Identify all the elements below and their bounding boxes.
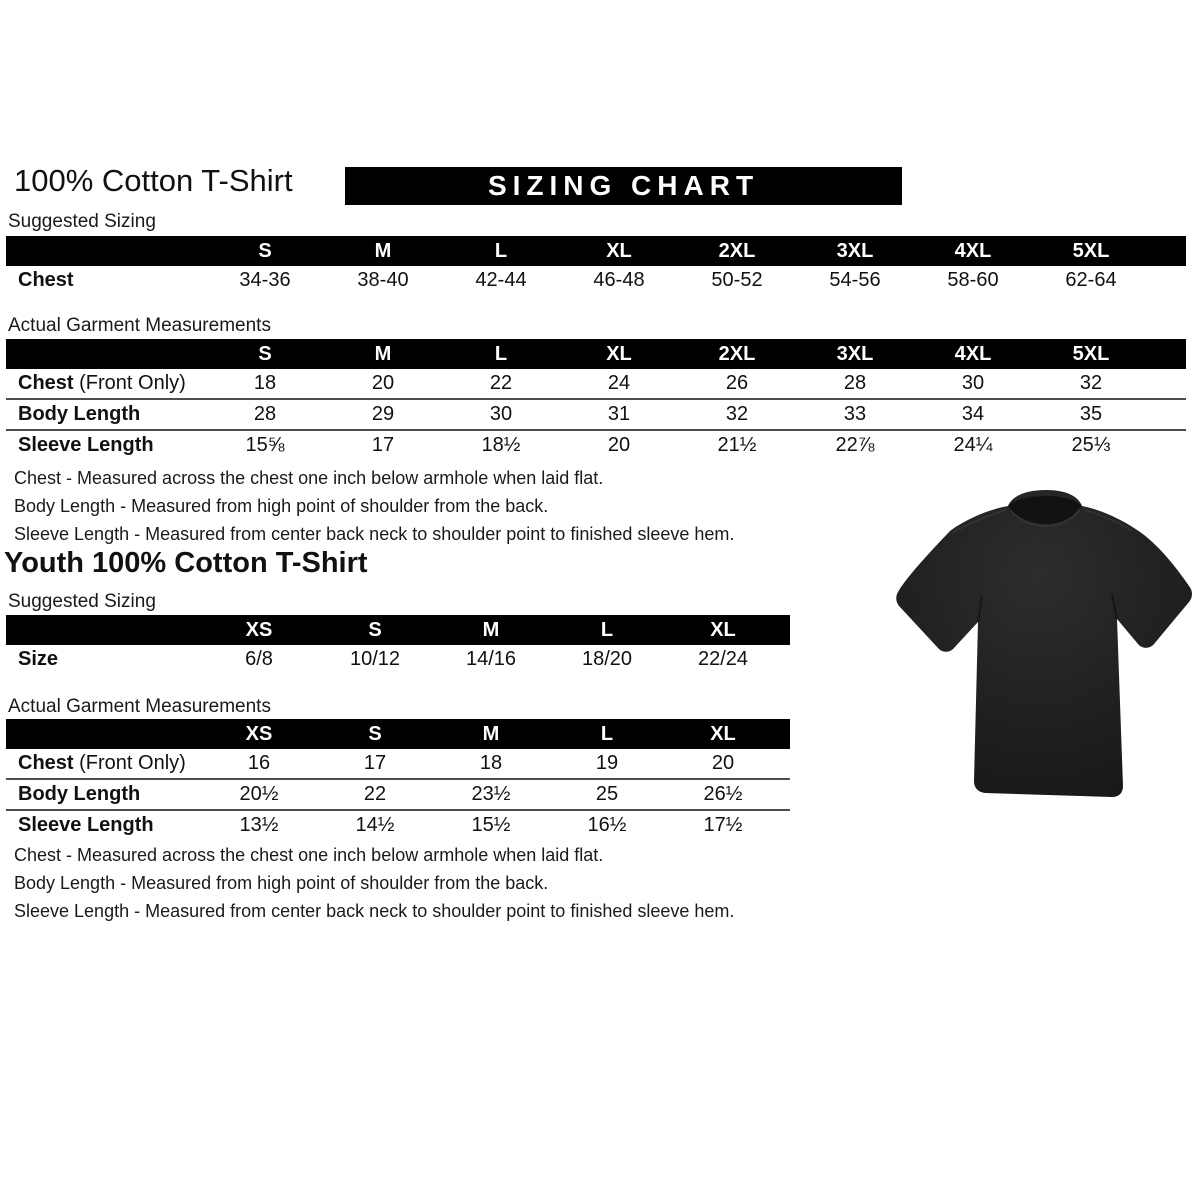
row-end-spacer [1150, 430, 1186, 460]
size-column-header-m: M [324, 236, 442, 266]
measurement-value: 34-36 [239, 269, 291, 291]
header-label-spacer [6, 719, 201, 749]
sizing-chart-banner-text: SIZING CHART [487, 170, 760, 201]
measurement-value: 25⅓ [1032, 430, 1150, 460]
measurement-value: 28 [843, 372, 867, 394]
size-column-header-xs: XS [201, 615, 317, 645]
row-end-spacer [781, 779, 790, 810]
measurement-value: 18/20 [581, 648, 633, 670]
measurement-value: 15⅝ [206, 430, 324, 460]
youth-actual-measurements-table [6, 719, 790, 840]
size-column-header-xs: XS [201, 719, 317, 749]
measurement-value: 50-52 [711, 269, 763, 291]
header-label-spacer [6, 236, 206, 266]
youth-measurement-notes [14, 841, 734, 925]
measurement-value: 17 [324, 430, 442, 460]
measurement-value: 23½ [433, 779, 549, 810]
measurement-value: 26 [725, 372, 749, 394]
row-label: Sleeve Length [6, 810, 201, 840]
measurement-value: 18 [253, 372, 277, 394]
measurement-value: 42-44 [475, 269, 527, 291]
measurement-value: 26½ [665, 779, 781, 810]
measurement-note: Sleeve Length - Measured from center back neck to shoulder point to finished sleeve hem. [14, 901, 735, 921]
adult-actual-measurements-table [6, 339, 1186, 460]
measurement-value: 20 [371, 372, 395, 394]
measurement-row [6, 645, 790, 674]
row-label: Chest (Front Only) [18, 372, 186, 394]
header-end-spacer [1150, 339, 1186, 369]
size-column-header-m: M [433, 615, 549, 645]
measurement-value: 20 [711, 752, 735, 774]
row-end-spacer [781, 749, 790, 779]
tshirt-illustration [886, 476, 1198, 821]
measurement-value: 16 [247, 752, 271, 774]
row-label: Chest [18, 269, 74, 291]
row-label: Chest (Front Only) [18, 752, 186, 774]
measurement-value: 33 [796, 399, 914, 430]
measurement-row [6, 430, 1186, 460]
row-end-spacer [1150, 266, 1186, 295]
size-column-header-2xl: 2XL [678, 236, 796, 266]
header-end-spacer [781, 719, 790, 749]
measurement-value: 24¼ [914, 430, 1032, 460]
size-header-row [6, 339, 1186, 369]
measurement-value: 18½ [442, 430, 560, 460]
sizing-chart-banner [345, 167, 902, 205]
size-column-header-xl: XL [665, 719, 781, 749]
measurement-value: 46-48 [593, 269, 645, 291]
measurement-value: 35 [1032, 399, 1150, 430]
measurement-note: Chest - Measured across the chest one inch below armhole when laid flat. [14, 468, 604, 488]
row-end-spacer [1150, 399, 1186, 430]
youth-suggested-sizing-label: Suggested Sizing [8, 591, 156, 612]
measurement-row [6, 369, 1186, 399]
size-column-header-5xl: 5XL [1032, 236, 1150, 266]
measurement-value: 14/16 [465, 648, 517, 670]
measurement-value: 19 [595, 752, 619, 774]
measurement-value: 6/8 [245, 648, 273, 670]
measurement-value: 62-64 [1065, 269, 1117, 291]
measurement-value: 28 [206, 399, 324, 430]
size-column-header-2xl: 2XL [678, 339, 796, 369]
size-column-header-s: S [317, 615, 433, 645]
measurement-value: 20 [560, 430, 678, 460]
measurement-value: 30 [961, 372, 985, 394]
size-column-header-m: M [324, 339, 442, 369]
measurement-note: Body Length - Measured from high point of shoulder from the back. [14, 873, 549, 893]
measurement-value: 18 [479, 752, 503, 774]
page-title: 100% Cotton T-Shirt [14, 163, 293, 198]
measurement-value: 38-40 [357, 269, 409, 291]
youth-title: Youth 100% Cotton T-Shirt [4, 547, 368, 579]
size-column-header-5xl: 5XL [1032, 339, 1150, 369]
measurement-value: 17½ [665, 810, 781, 840]
adult-actual-measurements-label: Actual Garment Measurements [8, 315, 271, 336]
measurement-value: 32 [1079, 372, 1103, 394]
row-label: Body Length [6, 779, 201, 810]
measurement-value: 22 [317, 779, 433, 810]
adult-suggested-sizing-label: Suggested Sizing [8, 211, 156, 232]
measurement-row [6, 810, 790, 840]
row-end-spacer [781, 810, 790, 840]
measurement-value: 54-56 [829, 269, 881, 291]
adult-measurement-notes [14, 464, 734, 548]
measurement-value: 31 [560, 399, 678, 430]
size-column-header-3xl: 3XL [796, 339, 914, 369]
size-column-header-xl: XL [665, 615, 781, 645]
size-column-header-m: M [433, 719, 549, 749]
size-column-header-l: L [442, 339, 560, 369]
size-column-header-s: S [206, 236, 324, 266]
measurement-value: 16½ [549, 810, 665, 840]
measurement-value: 17 [363, 752, 387, 774]
measurement-row [6, 779, 790, 810]
size-column-header-l: L [442, 236, 560, 266]
measurement-value: 29 [324, 399, 442, 430]
measurement-value: 34 [914, 399, 1032, 430]
measurement-note: Body Length - Measured from high point of shoulder from the back. [14, 496, 549, 516]
size-column-header-xl: XL [560, 339, 678, 369]
measurement-value: 22 [489, 372, 513, 394]
measurement-value: 14½ [317, 810, 433, 840]
size-header-row [6, 719, 790, 749]
measurement-note: Chest - Measured across the chest one inch below armhole when laid flat. [14, 845, 604, 865]
measurement-value: 22⅞ [796, 430, 914, 460]
row-end-spacer [1150, 369, 1186, 399]
size-column-header-3xl: 3XL [796, 236, 914, 266]
measurement-value: 15½ [433, 810, 549, 840]
adult-suggested-sizing-table [6, 236, 1186, 295]
row-label: Sleeve Length [6, 430, 206, 460]
size-column-header-4xl: 4XL [914, 339, 1032, 369]
size-column-header-l: L [549, 615, 665, 645]
size-column-header-xl: XL [560, 236, 678, 266]
black-tshirt-photo [886, 476, 1198, 821]
size-column-header-s: S [206, 339, 324, 369]
size-header-row [6, 615, 790, 645]
measurement-value: 24 [607, 372, 631, 394]
measurement-value: 13½ [201, 810, 317, 840]
measurement-value: 10/12 [349, 648, 401, 670]
row-label: Body Length [6, 399, 206, 430]
measurement-row [6, 749, 790, 779]
measurement-value: 22/24 [697, 648, 749, 670]
youth-actual-measurements-label: Actual Garment Measurements [8, 696, 271, 717]
measurement-value: 30 [442, 399, 560, 430]
header-end-spacer [1150, 236, 1186, 266]
youth-suggested-sizing-table [6, 615, 790, 674]
size-column-header-4xl: 4XL [914, 236, 1032, 266]
size-header-row [6, 236, 1186, 266]
measurement-row [6, 399, 1186, 430]
header-end-spacer [781, 615, 790, 645]
row-end-spacer [781, 645, 790, 674]
size-column-header-s: S [317, 719, 433, 749]
size-column-header-l: L [549, 719, 665, 749]
measurement-row [6, 266, 1186, 295]
measurement-value: 32 [678, 399, 796, 430]
measurement-value: 21½ [678, 430, 796, 460]
measurement-value: 20½ [201, 779, 317, 810]
measurement-value: 25 [549, 779, 665, 810]
measurement-note: Sleeve Length - Measured from center back neck to shoulder point to finished sleeve hem. [14, 524, 735, 544]
header-label-spacer [6, 615, 201, 645]
row-label: Size [18, 648, 59, 670]
header-label-spacer [6, 339, 206, 369]
measurement-value: 58-60 [947, 269, 999, 291]
